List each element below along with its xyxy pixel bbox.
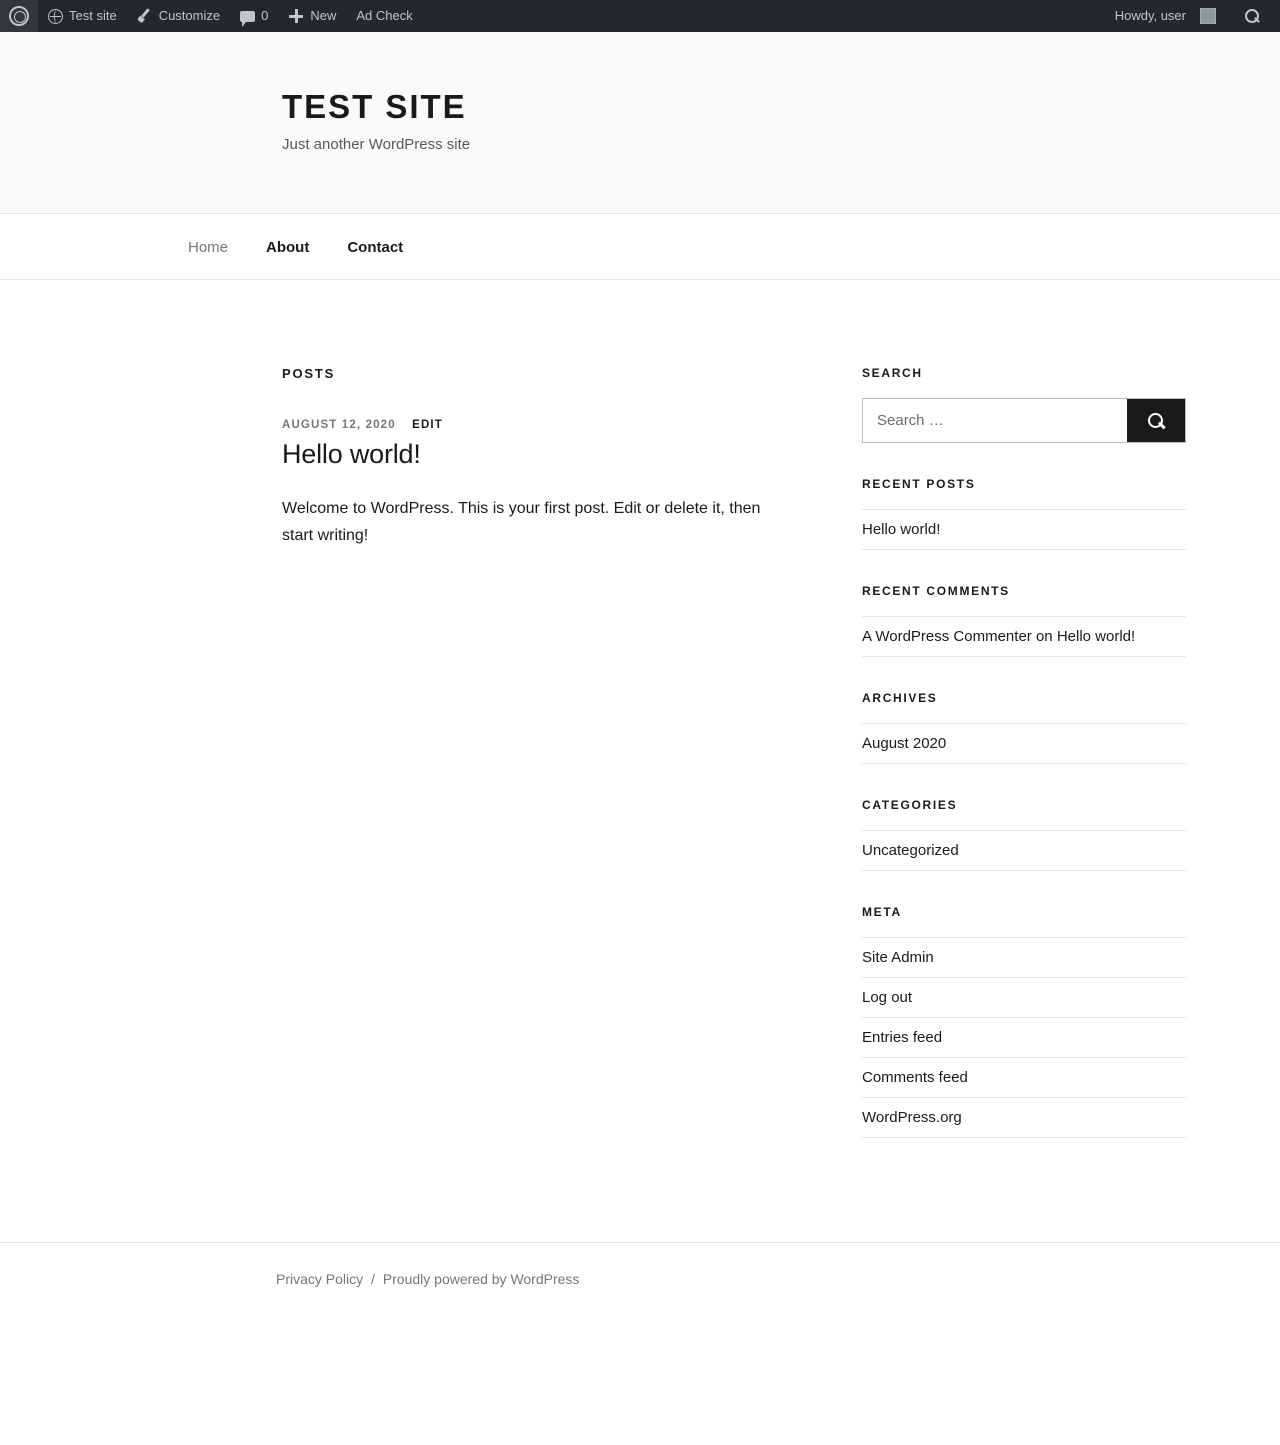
categories-title: CATEGORIES	[862, 798, 958, 812]
category-link[interactable]: Uncategorized	[862, 842, 959, 859]
admin-bar-new-label: New	[310, 8, 337, 23]
search-icon	[1244, 8, 1260, 24]
search-form	[862, 398, 1186, 443]
recent-comments-title: RECENT COMMENTS	[862, 584, 1010, 598]
recent-posts-title: RECENT POSTS	[862, 477, 976, 491]
wordpress-credit-link[interactable]: Proudly powered by WordPress	[382, 1271, 580, 1287]
wordpress-logo-icon	[9, 6, 29, 26]
post-date-link[interactable]: AUGUST 12, 2020	[282, 419, 396, 431]
meta-link-wordpress-org[interactable]: WordPress.org	[862, 1109, 962, 1126]
admin-bar-item-ad-check[interactable]	[346, 0, 422, 32]
avatar-icon	[1200, 8, 1216, 24]
main-content	[282, 366, 862, 1172]
site-icon	[48, 9, 63, 24]
comment-on-label: on	[1035, 628, 1053, 645]
archive-link[interactable]: August 2020	[862, 735, 947, 752]
archives-list	[862, 723, 1186, 764]
post-edit-link[interactable]: EDIT	[412, 419, 443, 431]
widget-recent-comments	[862, 584, 1186, 657]
recent-comments-list	[862, 616, 1186, 657]
meta-list	[862, 937, 1186, 1138]
meta-title: META	[862, 905, 902, 919]
footer-inner	[276, 1271, 1186, 1287]
list-item[interactable]	[862, 723, 1186, 764]
primary-navigation	[0, 214, 1280, 280]
nav-item-contact[interactable]: Contact	[347, 238, 404, 256]
privacy-policy-link[interactable]: Privacy Policy	[276, 1271, 364, 1287]
admin-bar-my-account[interactable]	[1105, 0, 1226, 32]
admin-bar-item-new[interactable]	[278, 0, 346, 32]
posts-section-heading: POSTS	[282, 366, 336, 381]
meta-link-site-admin[interactable]: Site Admin	[862, 949, 934, 966]
widget-archives	[862, 691, 1186, 764]
brush-icon	[137, 8, 153, 24]
content-area	[94, 280, 1186, 1242]
site-footer	[0, 1242, 1280, 1317]
howdy-label: Howdy, user	[1114, 8, 1186, 23]
widget-search	[862, 366, 1186, 443]
list-item[interactable]	[862, 977, 1186, 1017]
post-excerpt: Welcome to WordPress. This is your first post. Edit or delete it, then start writing!	[282, 500, 761, 544]
admin-bar-ad-check-label: Ad Check	[356, 8, 413, 23]
site-header	[0, 32, 1280, 214]
list-item[interactable]	[862, 830, 1186, 871]
admin-bar-search-button[interactable]	[1226, 0, 1270, 32]
admin-bar-right	[1105, 0, 1280, 32]
post-content	[282, 496, 862, 549]
widget-recent-posts	[862, 477, 1186, 550]
wordpress-logo-button[interactable]	[0, 0, 38, 32]
list-item[interactable]	[862, 616, 1186, 657]
admin-bar-site-label: Test site	[69, 8, 117, 23]
meta-link-comments-feed[interactable]: Comments feed	[862, 1069, 968, 1086]
list-item[interactable]	[862, 509, 1186, 550]
post-title[interactable]: Hello world!	[282, 439, 421, 469]
admin-bar-item-comments[interactable]	[230, 0, 278, 32]
comment-post-link[interactable]: Hello world!	[1056, 628, 1136, 645]
header-wrap	[94, 88, 1186, 153]
widget-meta	[862, 905, 1186, 1138]
admin-bar-item-customize[interactable]	[127, 0, 230, 32]
admin-bar-item-site[interactable]	[38, 0, 127, 32]
admin-bar-comment-count: 0	[261, 8, 269, 23]
site-tagline: Just another WordPress site	[282, 136, 471, 153]
list-item[interactable]	[862, 1097, 1186, 1138]
meta-link-entries-feed[interactable]: Entries feed	[862, 1029, 943, 1046]
list-item[interactable]	[862, 1057, 1186, 1097]
footer-separator: /	[371, 1271, 375, 1287]
header-inner	[282, 88, 1186, 153]
recent-post-link[interactable]: Hello world!	[862, 521, 941, 538]
admin-bar-customize-label: Customize	[158, 8, 221, 23]
admin-bar	[0, 0, 1280, 32]
site-title[interactable]: TEST SITE	[282, 88, 467, 125]
categories-list	[862, 830, 1186, 871]
recent-posts-list	[862, 509, 1186, 550]
widget-categories	[862, 798, 1186, 871]
plus-icon	[288, 8, 304, 24]
comment-author[interactable]: A WordPress Commenter	[862, 628, 1032, 645]
search-input[interactable]	[863, 399, 1127, 442]
archives-title: ARCHIVES	[862, 691, 938, 705]
search-submit-button[interactable]	[1127, 399, 1185, 442]
comment-bubble-icon	[240, 11, 255, 22]
search-widget-title: SEARCH	[862, 366, 923, 380]
nav-item-about[interactable]: About	[266, 238, 310, 256]
post-meta	[282, 419, 862, 431]
post-article	[282, 419, 862, 549]
sidebar	[862, 366, 1186, 1172]
footer-wrap	[94, 1271, 1186, 1287]
nav-item-home[interactable]: Home	[188, 238, 229, 256]
list-item[interactable]	[862, 937, 1186, 977]
admin-bar-left	[0, 0, 423, 32]
meta-link-log-out[interactable]: Log out	[862, 989, 913, 1006]
nav-list	[0, 214, 1280, 280]
list-item[interactable]	[862, 1017, 1186, 1057]
